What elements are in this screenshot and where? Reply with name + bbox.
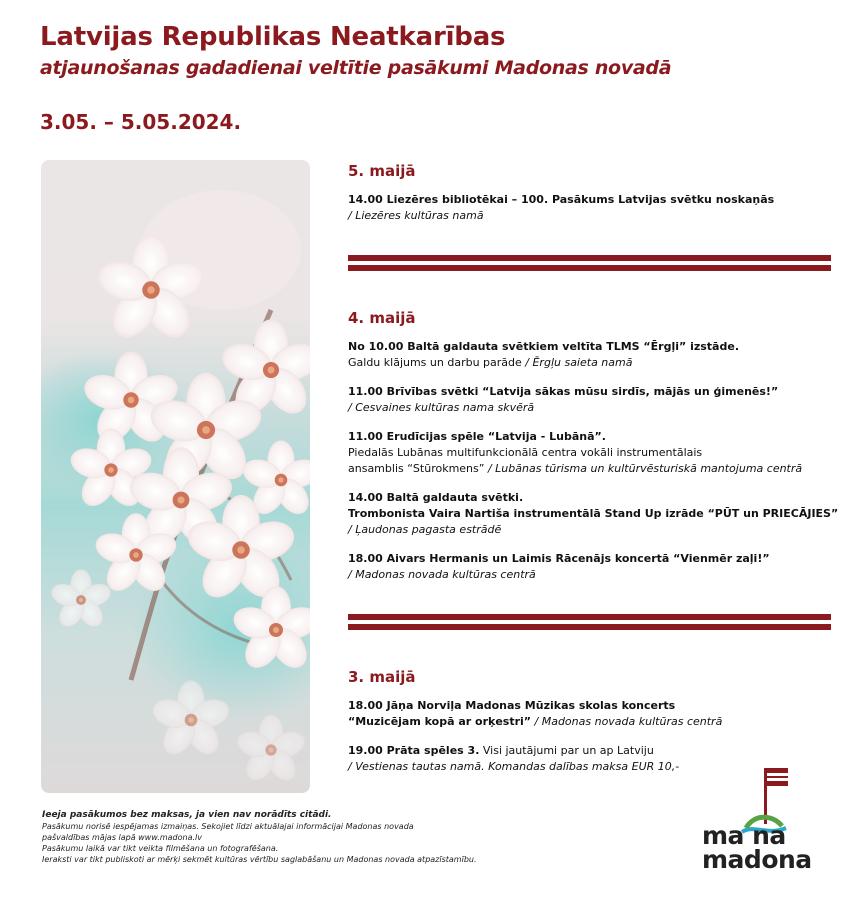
event-title: 14.00 Liezēres bibliotēkai – 100. Pasākums Latvijas svētku noskaņās bbox=[348, 193, 775, 206]
page-title-line2: atjaunošanas gadadienai veltītie pasākumi Madonas novadā bbox=[40, 57, 672, 79]
event-title: No 10.00 Baltā galdauta svētkiem veltīta TLMS “Ērgļi” izstāde. bbox=[348, 340, 739, 353]
footer-notes bbox=[42, 810, 602, 865]
section-may-4 bbox=[348, 309, 839, 596]
event-line bbox=[348, 567, 830, 583]
event-line bbox=[348, 551, 830, 567]
event-line bbox=[348, 384, 830, 400]
event-item bbox=[348, 551, 830, 583]
event-line bbox=[348, 208, 830, 224]
madona-logo bbox=[702, 766, 828, 874]
event-line bbox=[348, 461, 830, 477]
footer-note: Pasākumu laikā var tikt veikta filmēšana un fotografēšana. bbox=[42, 844, 279, 853]
divider bbox=[348, 255, 831, 271]
event-line bbox=[348, 400, 830, 416]
event-title: “Muzicējam kopā ar orķestri” bbox=[348, 715, 532, 728]
day-heading: 4. maijā bbox=[348, 309, 416, 327]
event-line bbox=[348, 506, 839, 522]
footer-note: pašvaldības mājas lapā www.madona.lv bbox=[42, 833, 202, 842]
event-text: Galdu klājums un darbu parāde bbox=[348, 356, 526, 369]
event-venue: / Lubānas tūrisma un kultūrvēsturiskā mantojuma centrā bbox=[487, 462, 803, 475]
logo-text-top: ma na bbox=[702, 821, 786, 850]
flag-stripe bbox=[764, 768, 788, 773]
event-title: Trombonista Vaira Nartiša instrumentālā Stand Up izrāde “PŪT un PRIECĀJIES” bbox=[348, 507, 839, 520]
event-item bbox=[348, 698, 830, 730]
flag-stripe bbox=[764, 776, 788, 778]
event-line bbox=[348, 192, 830, 208]
footer-note: Pasākumu norisē iespējamas izmaiņas. Sekojiet līdzi aktuālajai informācijai Madonas novada bbox=[42, 822, 414, 831]
event-item bbox=[348, 339, 830, 371]
event-text: Piedalās Lubānas multifunkcionālā centra vokāli instrumentālais bbox=[348, 446, 703, 459]
event-line bbox=[348, 743, 830, 759]
event-item bbox=[348, 384, 830, 416]
event-item bbox=[348, 429, 830, 477]
event-text: Visi jautājumi par un ap Latviju bbox=[479, 744, 654, 757]
page-title-line1: Latvijas Republikas Neatkarības bbox=[40, 22, 506, 52]
event-line bbox=[348, 355, 830, 371]
cherry-blossom-photo bbox=[41, 160, 310, 793]
event-venue: / Vestienas tautas namā. Komandas dalības maksa EUR 10,- bbox=[348, 760, 680, 773]
event-line bbox=[348, 490, 830, 506]
event-title: 19.00 Prāta spēles 3. bbox=[348, 744, 480, 757]
event-title: 14.00 Baltā galdauta svētki. bbox=[348, 491, 524, 504]
section-may-5 bbox=[348, 162, 830, 237]
event-list bbox=[348, 192, 830, 224]
event-item bbox=[348, 192, 830, 224]
event-title: 11.00 Brīvības svētki “Latvija sākas mūsu sirdīs, mājās un ģimenēs!” bbox=[348, 385, 779, 398]
event-list bbox=[348, 698, 830, 775]
event-text: ansamblis “Stūrokmens” bbox=[348, 462, 488, 475]
event-line bbox=[348, 429, 830, 445]
event-line bbox=[348, 522, 830, 538]
event-title: 18.00 Aivars Hermanis un Laimis Rācenājs koncertā “Vienmēr zaļi!” bbox=[348, 552, 770, 565]
event-line bbox=[348, 698, 830, 714]
event-list bbox=[348, 339, 839, 583]
event-venue: / Cesvaines kultūras nama skvērā bbox=[348, 401, 535, 414]
divider bbox=[348, 614, 831, 630]
footer-free-entry: Ieeja pasākumos bez maksas, ja vien nav norādīts citādi. bbox=[42, 810, 332, 820]
event-line bbox=[348, 714, 830, 730]
event-venue: / Ļaudonas pagasta estrādē bbox=[348, 523, 502, 536]
event-item bbox=[348, 490, 839, 538]
event-title: 18.00 Jāņa Norviļa Madonas Mūzikas skolas koncerts bbox=[348, 699, 676, 712]
event-venue: / Liezēres kultūras namā bbox=[348, 209, 484, 222]
event-venue: / Madonas novada kultūras centrā bbox=[531, 715, 723, 728]
flag-stripe bbox=[764, 781, 788, 786]
day-heading: 5. maijā bbox=[348, 162, 416, 180]
footer-note: Ieraksti var tikt publiskoti ar mērķi sekmēt kultūras vērtību saglabāšanu un Madonas novada atpazīstamību. bbox=[42, 855, 477, 864]
event-line bbox=[348, 339, 830, 355]
event-line bbox=[348, 445, 830, 461]
day-heading: 3. maijā bbox=[348, 668, 416, 686]
logo-text-bottom: madona bbox=[702, 845, 812, 874]
event-venue: / Ērgļu saieta namā bbox=[525, 356, 633, 369]
date-range: 3.05. – 5.05.2024. bbox=[40, 110, 242, 134]
event-venue: / Madonas novada kultūras centrā bbox=[348, 568, 536, 581]
event-title: 11.00 Erudīcijas spēle “Latvija - Lubānā”. bbox=[348, 430, 606, 443]
